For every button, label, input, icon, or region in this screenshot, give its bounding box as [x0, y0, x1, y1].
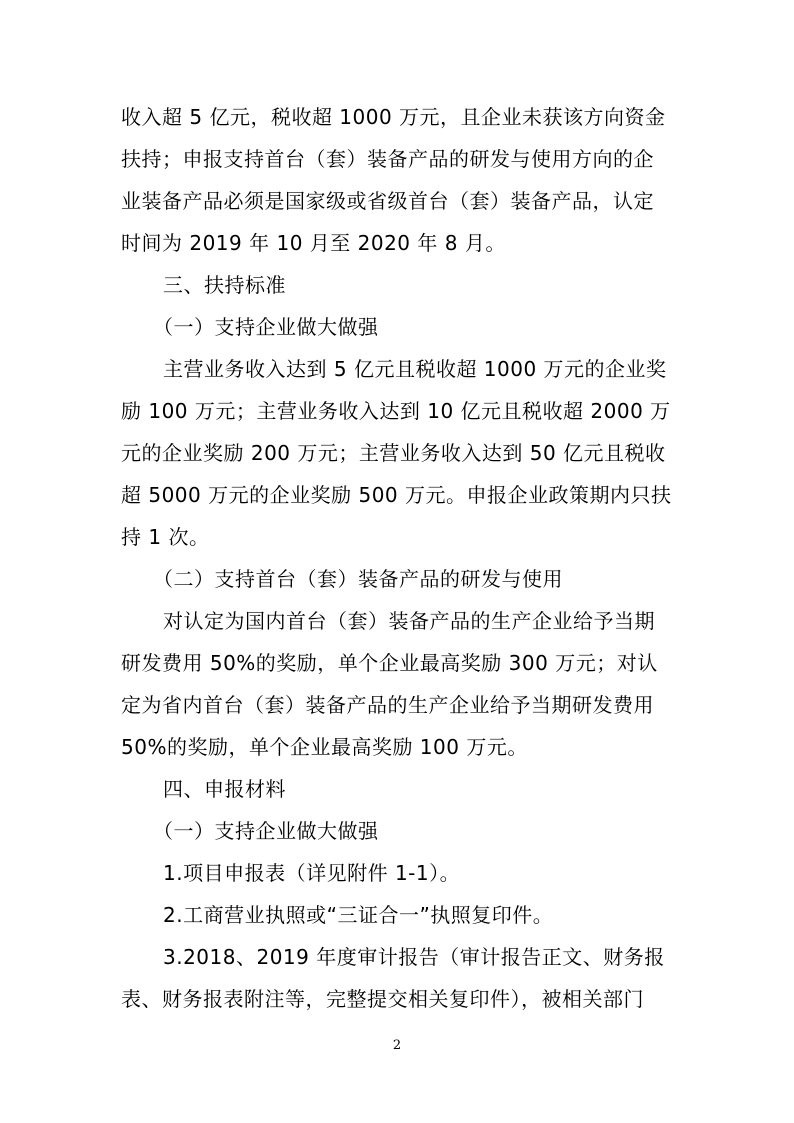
list-item: 3.2018、2019 年度审计报告（审计报告正文、财务报 — [163, 945, 665, 969]
section-heading: 三、扶持标准 — [163, 273, 286, 297]
paragraph-line: 对认定为国内首台（套）装备产品的生产企业给予当期 — [163, 609, 655, 633]
list-item: 1.项目申报表（详见附件 1-1）。 — [163, 861, 461, 885]
paragraph-line: 时间为 2019 年 10 月至 2020 年 8 月。 — [121, 231, 506, 255]
list-item: 2.工商营业执照或“三证合一”执照复印件。 — [163, 903, 554, 927]
paragraph-line: 50%的奖励，单个企业最高奖励 100 万元。 — [121, 735, 528, 759]
paragraph-line: 收入超 5 亿元，税收超 1000 万元，且企业未获该方向资金 — [121, 105, 666, 129]
section-heading: 四、申报材料 — [163, 777, 286, 801]
paragraph-line: 表、财务报表附注等，完整提交相关复印件），被相关部门 — [121, 987, 644, 1011]
paragraph-line: 元的企业奖励 200 万元；主营业务收入达到 50 亿元且税收 — [121, 441, 666, 465]
paragraph-line: 业装备产品必须是国家级或省级首台（套）装备产品，认定 — [121, 189, 654, 213]
paragraph-line: 扶持；申报支持首台（套）装备产品的研发与使用方向的企 — [121, 147, 654, 171]
subsection-heading: （一）支持企业做大做强 — [153, 315, 379, 339]
subsection-heading: （一）支持企业做大做强 — [153, 819, 379, 843]
page-number: 2 — [392, 1038, 402, 1053]
paragraph-line: 主营业务收入达到 5 亿元且税收超 1000 万元的企业奖 — [163, 357, 667, 381]
paragraph-line: 超 5000 万元的企业奖励 500 万元。申报企业政策期内只扶 — [121, 483, 672, 507]
paragraph-line: 定为省内首台（套）装备产品的生产企业给予当期研发费用 — [121, 693, 654, 717]
paragraph-line: 研发费用 50%的奖励，单个企业最高奖励 300 万元；对认 — [121, 651, 658, 675]
paragraph-line: 励 100 万元；主营业务收入达到 10 亿元且税收超 2000 万 — [121, 399, 671, 423]
paragraph-line: 持 1 次。 — [121, 525, 210, 549]
subsection-heading: （二）支持首台（套）装备产品的研发与使用 — [153, 567, 563, 591]
